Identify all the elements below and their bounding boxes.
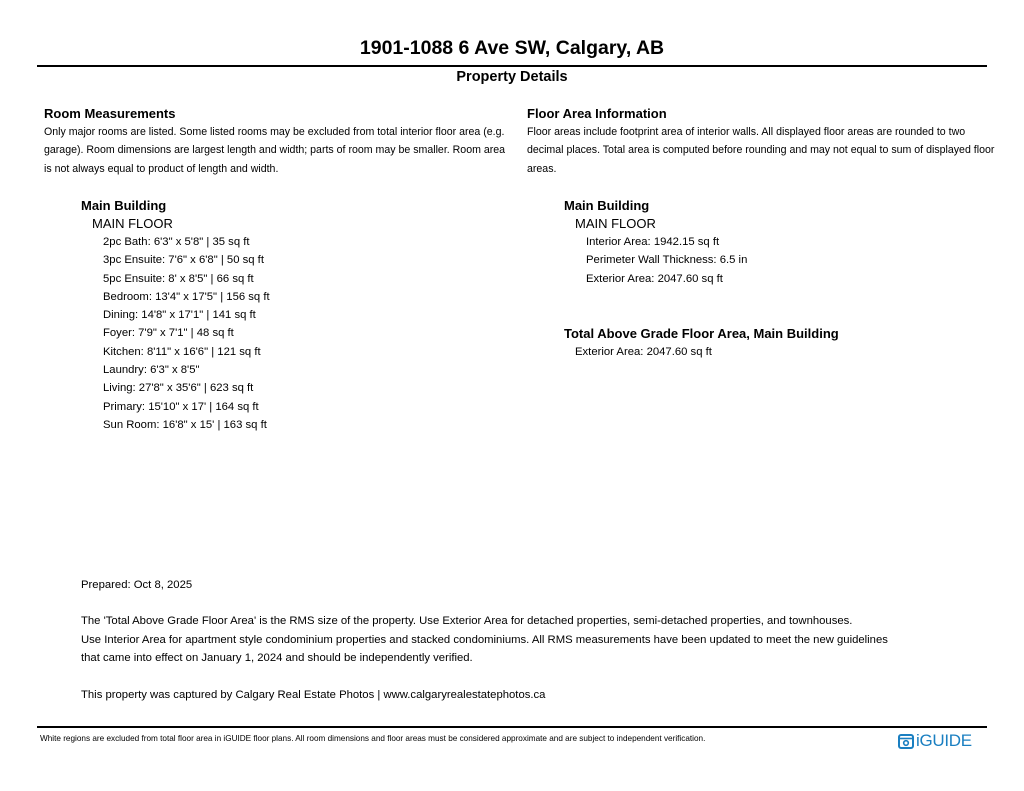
total-area-item: Exterior Area: 2047.60 sq ft [575,346,712,358]
room-item: Bedroom: 13'4" x 17'5" | 156 sq ft [103,290,270,303]
floor-name: MAIN FLOOR [575,216,656,231]
room-item: Foyer: 7'9" x 7'1" | 48 sq ft [103,327,234,340]
floor-area-heading: Floor Area Information [527,106,667,121]
rms-note-line: Use Interior Area for apartment style condominium properties and stacked condominiums. All RMS measurements have been updated to meet the new guidelines [81,633,888,646]
room-list [81,197,270,434]
floor-area-description: Floor areas include footprint area of interior walls. All displayed floor areas are rounded to two decimal places. Total area is computed before rounding and may not equal to sum of displayed floor areas. [527,126,995,175]
iguide-logo-icon [898,733,914,749]
room-item: Laundry: 6'3" x 8'5" [103,364,200,377]
prepared-date: Prepared: Oct 8, 2025 [81,579,193,591]
room-item: Primary: 15'10" x 17' | 164 sq ft [103,400,259,413]
room-item: 3pc Ensuite: 7'6" x 6'8" | 50 sq ft [103,254,264,267]
room-measurements-description: Only major rooms are listed. Some listed rooms may be excluded from total interior floor area (e.g. garage). Room dimensions are largest length and width; parts of room may be smaller. Room area is not always equal to product of length and width. [44,126,506,175]
room-item: Dining: 14'8" x 17'1" | 141 sq ft [103,309,256,322]
room-measurements-heading: Room Measurements [44,106,176,121]
footer-disclaimer: White regions are excluded from total floor area in iGUIDE floor plans. All room dimensions and floor areas must be considered approximate and are subject to independent verification. [40,734,706,743]
floor-area-item: Perimeter Wall Thickness: 6.5 in [586,254,748,267]
room-item: 2pc Bath: 6'3" x 5'8" | 35 sq ft [103,236,250,248]
rms-note [81,612,961,668]
rms-note-line: that came into effect on January 1, 2024 and should be independently verified. [81,652,473,664]
page-title: 1901-1088 6 Ave SW, Calgary, AB [359,37,665,59]
floor-area-list [564,197,747,288]
iguide-logo-text: iGUIDE [916,731,972,750]
total-area-block [564,325,839,361]
floor-name: MAIN FLOOR [92,216,173,231]
building-name: Main Building [81,198,167,213]
rms-note-line: The 'Total Above Grade Floor Area' is the RMS size of the property. Use Exterior Area for detached properties, semi-detached properties, and townhouses. [81,615,853,627]
room-item: 5pc Ensuite: 8' x 8'5" | 66 sq ft [103,272,254,285]
footer-divider [37,726,987,728]
iguide-logo [898,731,972,751]
header-divider [37,65,987,67]
page-subtitle: Property Details [456,69,568,85]
captured-by-credit: This property was captured by Calgary Real Estate Photos | www.calgaryrealestatephotos.ca [81,689,546,701]
floor-area-item: Interior Area: 1942.15 sq ft [586,236,720,248]
room-item: Living: 27'8" x 35'6" | 623 sq ft [103,382,254,395]
building-name: Main Building [564,198,650,213]
floor-area-item: Exterior Area: 2047.60 sq ft [586,272,723,285]
room-item: Kitchen: 8'11" x 16'6" | 121 sq ft [103,345,261,358]
room-item: Sun Room: 16'8" x 15' | 163 sq ft [103,418,267,431]
total-area-heading: Total Above Grade Floor Area, Main Building [564,326,839,341]
